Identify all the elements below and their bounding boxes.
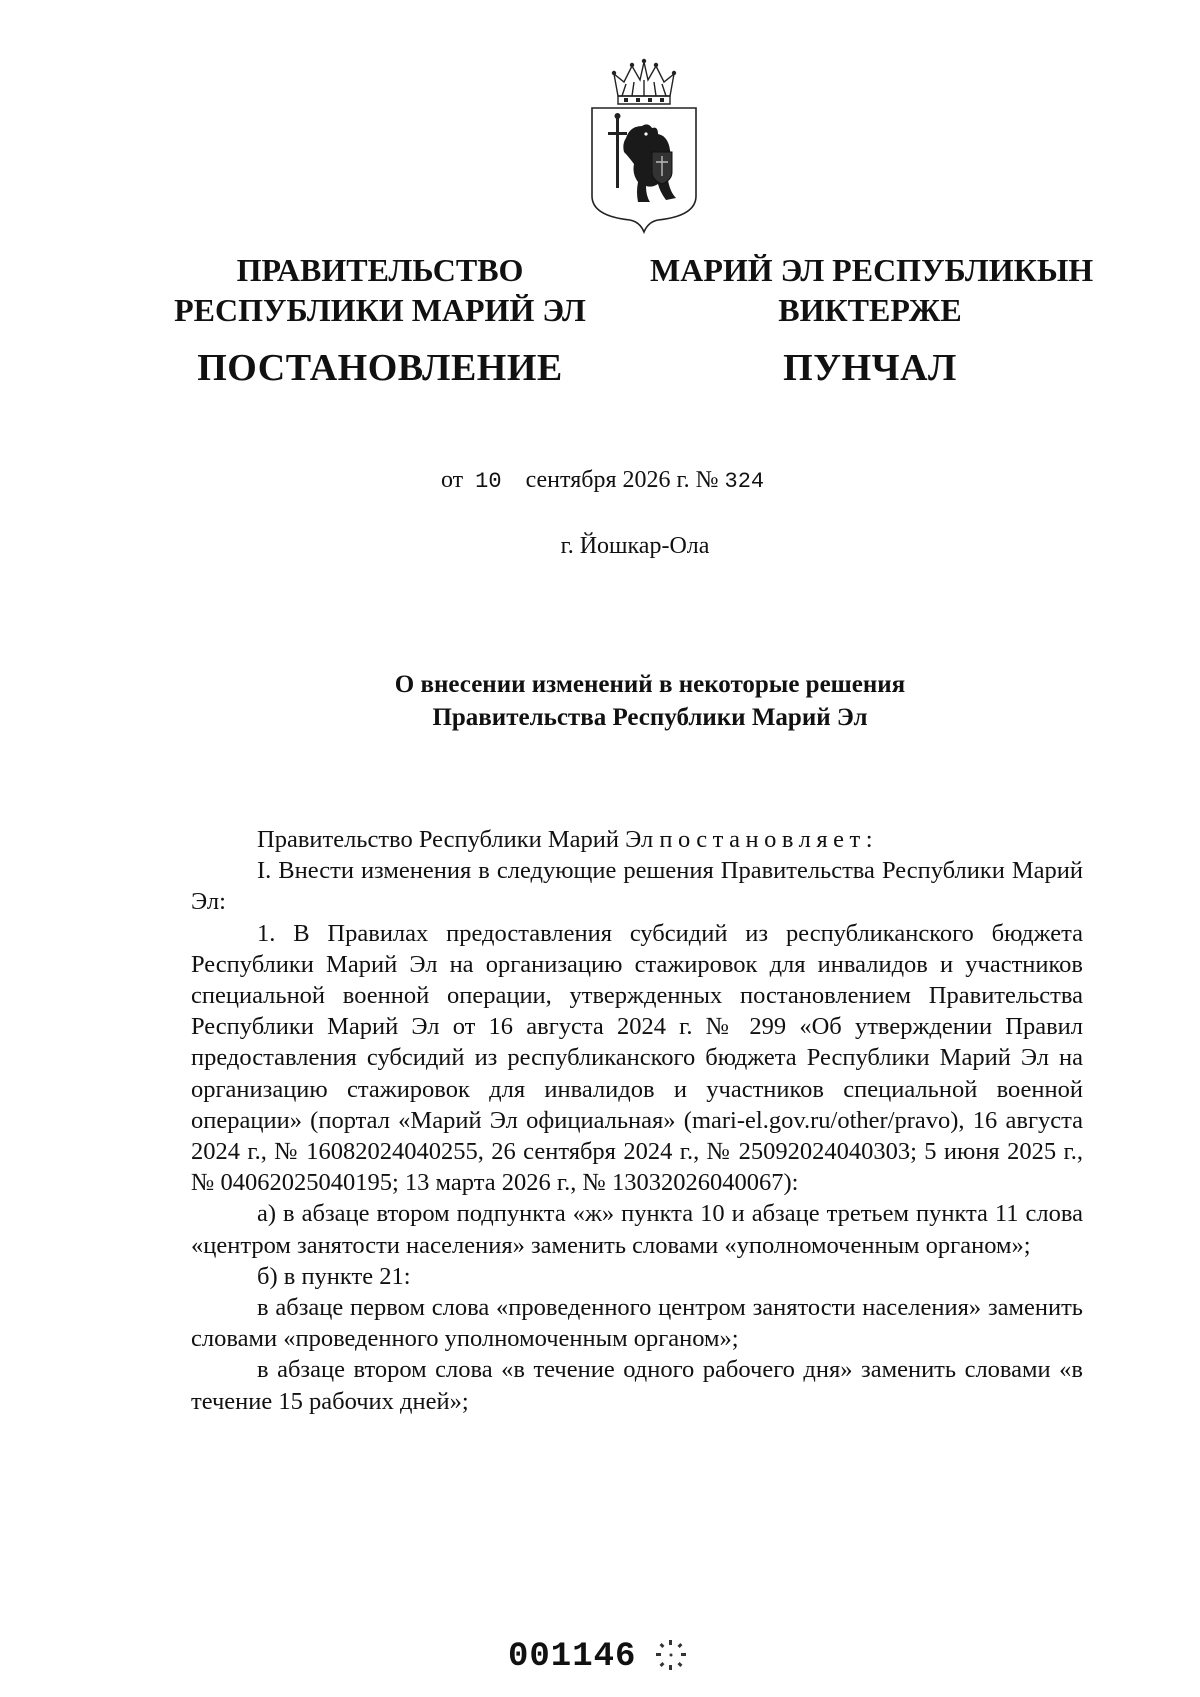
body-paragraph: а) в абзаце втором подпункта «ж» пункта 10 и абзаце третьем пункта 11 слова «центром занятости населения» заменить словами «уполномоченным органом»;: [191, 1200, 1083, 1259]
issuer-header-russian: [170, 250, 590, 392]
date-month-year: сентября 2026 г. №: [525, 467, 719, 493]
issuer-line-2: РЕСПУБЛИКИ МАРИЙ ЭЛ: [174, 292, 586, 328]
body-paragraph: в абзаце первом слова «проведенного центром занятости населения» заменить словами «проведенного уполномоченным органом»;: [191, 1294, 1083, 1353]
serial-number: 001146: [508, 1638, 637, 1676]
title-line-1: О внесении изменений в некоторые решения: [394, 671, 906, 698]
issuer-header-mari: [650, 250, 1094, 392]
security-mark-icon: [654, 1638, 688, 1672]
body-paragraph: 1. В Правилах предоставления субсидий из республиканского бюджета Республики Марий Эл на организацию стажировок для инвалидов и участников специальной военной операции, утвержденных постановлением Правительства Республики Марий Эл от 16 августа 2024 г. № 299 «Об утверждении Правил предоставления субсидий из республиканского бюджета Республики Марий Эл на организацию стажировок для инвалидов и участников специальной военной операции» (портал «Марий Эл официальная» (mari-el.gov.ru/other/pravo), 16 августа 2024 г., № 16082024040255, 26 сентября 2024 г., № 25092024040303; 5 июня 2025 г., № 04062025040195; 13 марта 2026 г., № 13032026040067):: [191, 919, 1083, 1197]
mari-el-coat-of-arms-icon: [588, 56, 700, 234]
intro-lead: Правительство Республики Марий Эл: [257, 826, 660, 853]
document-date-line: [441, 467, 764, 494]
date-day: 10: [475, 469, 502, 494]
document-body: [191, 824, 1083, 1417]
document-number: 324: [724, 469, 765, 494]
document-title: [300, 668, 1000, 734]
date-prefix: от: [441, 467, 464, 493]
intro-verb: постановляет: [659, 826, 866, 853]
body-paragraph: I. Внести изменения в следующие решения Правительства Республики Марий Эл:: [191, 857, 1083, 916]
title-line-2: Правительства Республики Марий Эл: [432, 704, 868, 731]
document-type: ПОСТАНОВЛЕНИЕ: [197, 347, 563, 389]
issue-city: г. Йошкар-Ола: [560, 533, 710, 559]
issuer-line-1: ПРАВИТЕЛЬСТВО: [236, 252, 524, 288]
body-paragraph: в абзаце втором слова «в течение одного рабочего дня» заменить словами «в течение 15 рабочих дней»;: [191, 1356, 1083, 1415]
issuer-line-1-mari: МАРИЙ ЭЛ РЕСПУБЛИКЫН: [650, 252, 1094, 288]
intro-colon: :: [865, 826, 873, 853]
document-type-mari: ПУНЧАЛ: [783, 347, 957, 389]
body-intro: [191, 824, 1083, 855]
issuer-line-2-mari: ВИКТЕРЖЕ: [778, 292, 962, 328]
body-paragraph: б) в пункте 21:: [257, 1262, 411, 1290]
